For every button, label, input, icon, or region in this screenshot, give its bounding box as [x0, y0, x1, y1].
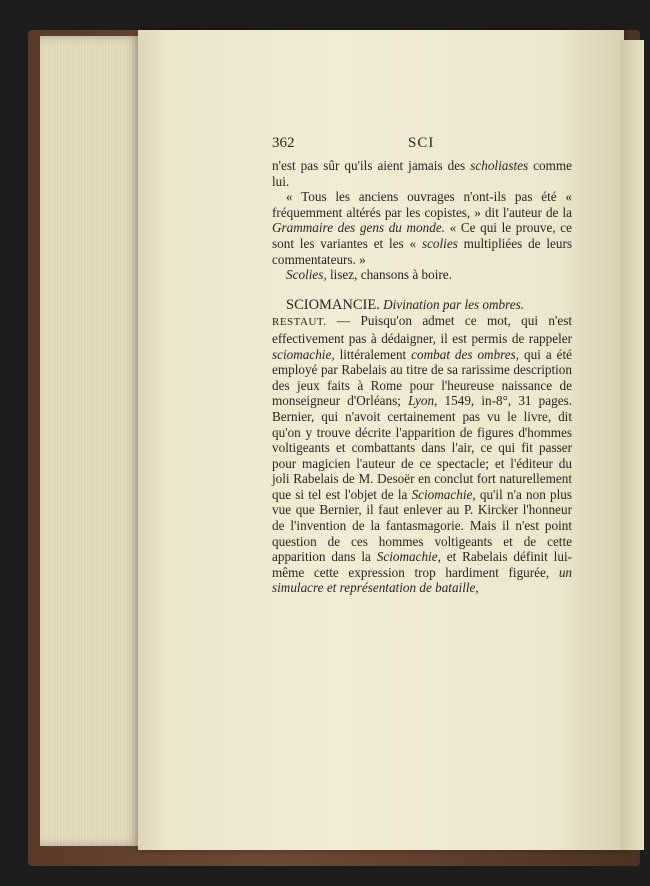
text-run: , qu'il n'a non plus vue que Bernier, il faut enlever au P. Kircker l'honneur de l'invention de la fantasmagorie. Mais il n'est point question de ces hommes voltigeants et de cette apparition dans la: [272, 486, 572, 565]
italic-run: combat des ombres: [411, 346, 516, 362]
text-run: , 1549, in-8°, 31 pages. Bernier, qui n'avoit certainement pas vu le livre, dit qu'on y trouve décrite l'apparition de figures d'hommes voltigeants et combattants dans l'air, ce qui fit passer pour magicien l'auteur de ce spectacle; et l'éditeur du joli Rabelais de M. Desoër en conclut fort naturellement que si tel est l'objet de la: [272, 393, 573, 502]
text-run: multipliées de leurs commentateurs. »: [272, 235, 572, 267]
italic-run: Lyon: [408, 393, 435, 409]
spacer: [272, 283, 572, 297]
text-run: , et Rabelais définit lui-même cette expression trop hardiment figurée,: [272, 549, 572, 580]
facing-page-edge: [620, 40, 644, 850]
page-text: [272, 136, 572, 596]
italic-run: Grammaire des gens du monde.: [272, 220, 445, 236]
text-run: — Puisqu'on admet ce mot, qui n'est effectivement pas à dédaigner, il est permis de rappeler: [272, 313, 572, 346]
paragraph: [272, 267, 572, 283]
text-run: , qui a été employé par Rabelais au titre de sa rarissime description des jeux faits à Rome pour l'heureuse naissance de monseigneur d'Orléans;: [272, 346, 573, 409]
entry-title: SCIOMANCIE.: [286, 296, 380, 313]
text-run: « Ce qui le prouve, ce sont les variantes et les «: [272, 220, 572, 251]
italic-run: un simulacre et représentation de bataille: [272, 564, 572, 596]
text-run: , lisez, chansons à boire.: [323, 267, 452, 283]
text-run: ,: [475, 580, 479, 596]
text-run: « Tous les anciens ouvrages n'ont-ils pas été « fréquemment altérés par les copistes, » dit l'auteur de la: [272, 189, 572, 220]
paragraph: [272, 158, 572, 189]
italic-run: Scolies: [286, 267, 324, 283]
text-run: n'est pas sûr qu'ils aient jamais des: [272, 158, 471, 173]
italic-run: Sciomachie: [411, 486, 473, 502]
text-run: comme lui.: [272, 158, 572, 189]
paragraph: [272, 189, 572, 267]
italic-run: sciomachie: [272, 346, 332, 362]
dictionary-entry: [272, 297, 572, 596]
entry-definition: Divination par les ombres.: [379, 296, 525, 312]
italic-run: scolies: [421, 235, 458, 251]
running-header: [272, 136, 572, 156]
page-edges: [40, 36, 140, 846]
italic-run: scholiastes: [470, 158, 529, 173]
page-number: 362: [272, 135, 295, 151]
text-run: , littéralement: [331, 346, 412, 362]
italic-run: Sciomachie: [376, 549, 438, 565]
source-label: RESTAUT.: [272, 316, 327, 329]
running-head: SCI: [408, 135, 435, 151]
